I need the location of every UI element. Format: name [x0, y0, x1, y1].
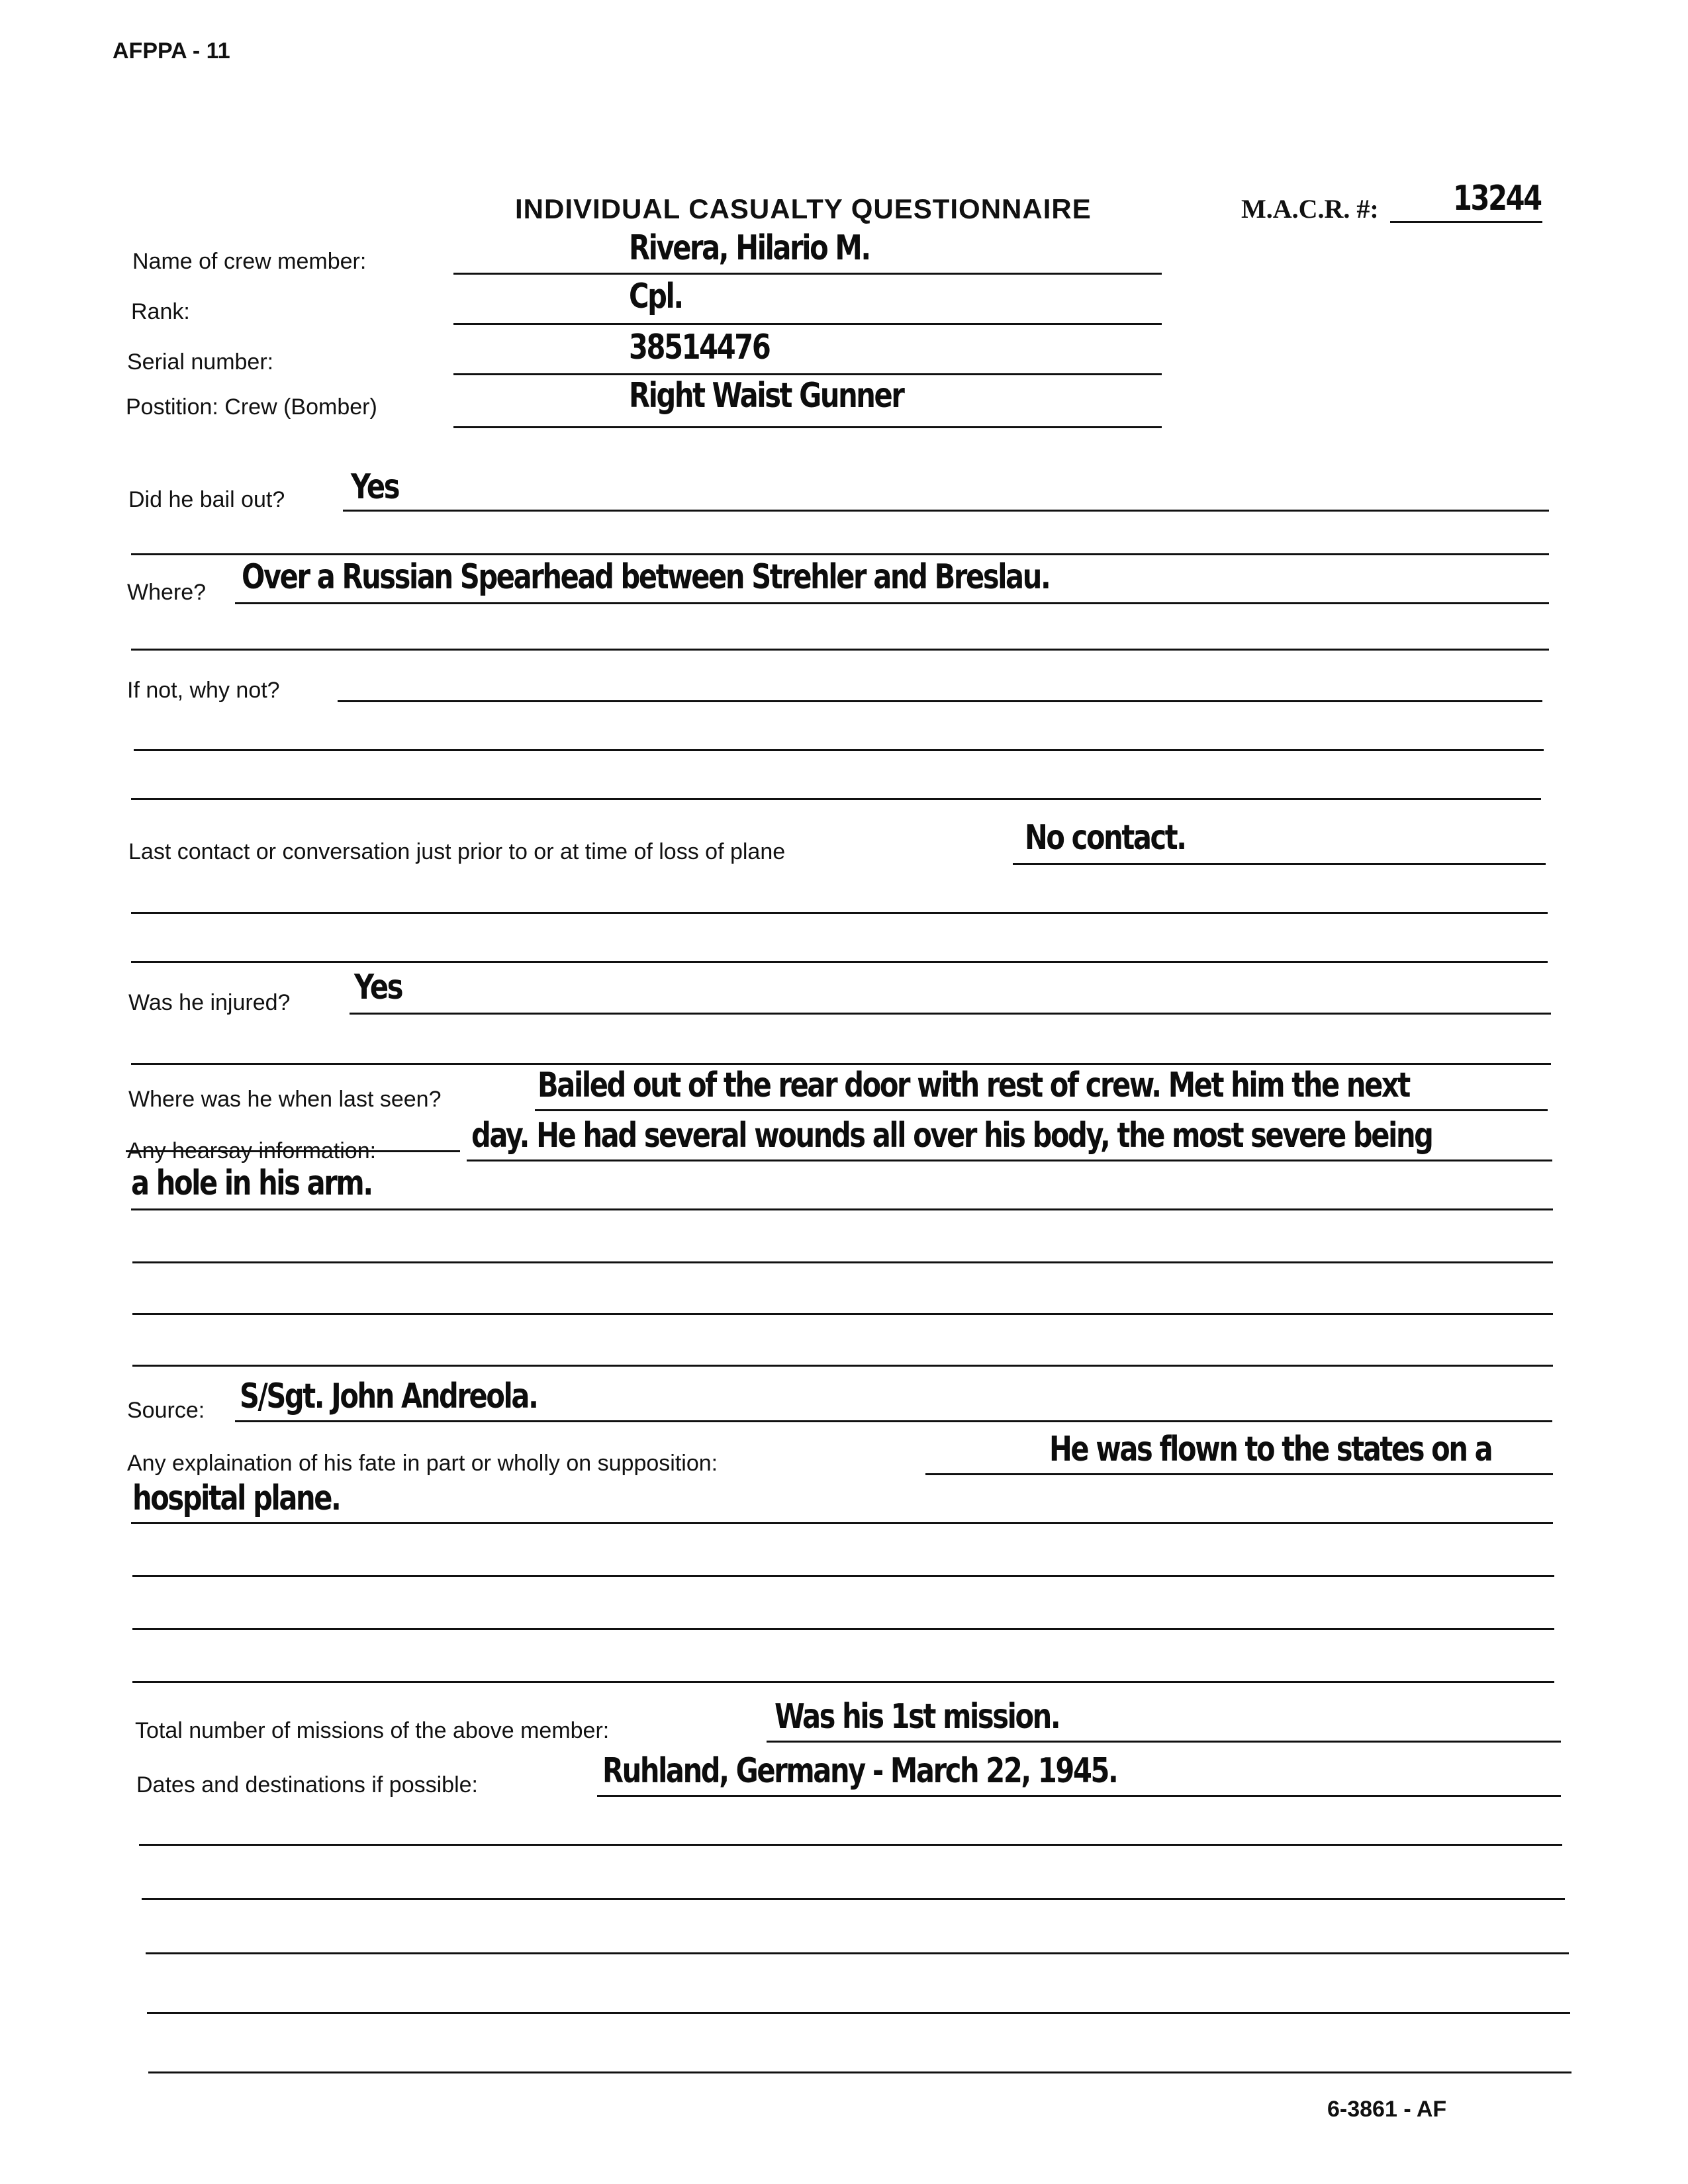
if-not-underline	[338, 700, 1542, 702]
bail-out-value: Yes	[351, 467, 399, 507]
macr-value: 13244	[1453, 179, 1541, 218]
hearsay-underline	[467, 1160, 1552, 1161]
dates-extra-line-3	[146, 1952, 1569, 1954]
dates-label: Dates and destinations if possible:	[136, 1772, 478, 1797]
explanation-extra-line-2	[132, 1628, 1554, 1630]
if-not-line-3	[131, 798, 1541, 800]
bail-out-underline	[343, 510, 1549, 512]
name-underline	[453, 273, 1162, 275]
source-value: S/Sgt. John Andreola.	[240, 1377, 538, 1416]
last-seen-label: Where was he when last seen?	[128, 1087, 442, 1112]
last-seen-extra-line-3	[132, 1365, 1553, 1367]
injured-underline	[350, 1013, 1551, 1015]
explanation-extra-line-1	[132, 1575, 1554, 1577]
footer-code: 6-3861 - AF	[1327, 2097, 1447, 2122]
last-seen-underline	[535, 1109, 1548, 1111]
if-not-label: If not, why not?	[127, 678, 280, 703]
last-seen-line-1: Bailed out of the rear door with rest of crew. Met him the next	[538, 1066, 1409, 1105]
name-value: Rivera, Hilario M.	[629, 228, 870, 268]
last-seen-line-3: a hole in his arm.	[131, 1163, 372, 1203]
hearsay-label: Any hearsay information:	[127, 1138, 377, 1163]
form-number: AFPPA - 11	[113, 38, 230, 64]
name-label: Name of crew member:	[132, 249, 367, 274]
bail-out-label: Did he bail out?	[128, 487, 285, 512]
rank-label: Rank:	[131, 299, 190, 324]
dates-extra-line-2	[142, 1898, 1565, 1900]
dates-extra-line-1	[139, 1844, 1562, 1846]
last-contact-underline	[1013, 863, 1546, 865]
macr-label: M.A.C.R. #:	[1241, 194, 1379, 224]
bail-out-extra-line	[131, 553, 1549, 555]
explanation-line-2: hospital plane.	[132, 1479, 340, 1518]
last-contact-line-2	[131, 912, 1548, 914]
explanation-line-1: He was flown to the states on a	[1049, 1430, 1492, 1469]
explanation-underline	[925, 1473, 1553, 1475]
rank-value: Cpl.	[629, 277, 682, 316]
hearsay-strikethrough	[126, 1150, 460, 1152]
macr-underline	[1390, 221, 1542, 223]
source-underline	[235, 1420, 1552, 1422]
serial-underline	[453, 373, 1162, 375]
explanation-label: Any explaination of his fate in part or wholly on supposition:	[127, 1451, 718, 1476]
dates-value: Ruhland, Germany - March 22, 1945.	[602, 1751, 1117, 1791]
injured-extra-line	[131, 1063, 1551, 1065]
serial-label: Serial number:	[127, 349, 274, 375]
source-label: Source:	[127, 1398, 205, 1423]
if-not-line-2	[134, 749, 1544, 751]
where-underline	[235, 602, 1549, 604]
last-seen-extra-line-2	[132, 1313, 1553, 1315]
last-seen-line-2: day. He had several wounds all over his body, the most severe being	[471, 1116, 1432, 1156]
explanation-extra-line-3	[132, 1681, 1554, 1683]
missions-value: Was his 1st mission.	[774, 1697, 1060, 1737]
injured-value: Yes	[354, 968, 402, 1007]
last-contact-label: Last contact or conversation just prior to or at time of loss of plane	[128, 839, 786, 864]
explanation-line-2-underline	[131, 1522, 1553, 1524]
position-label: Postition: Crew (Bomber)	[126, 394, 377, 420]
dates-underline	[597, 1795, 1561, 1797]
missions-underline	[767, 1741, 1561, 1743]
injured-label: Was he injured?	[128, 990, 291, 1015]
last-seen-extra-line-1	[132, 1261, 1553, 1263]
page-title: INDIVIDUAL CASUALTY QUESTIONNAIRE	[515, 193, 1092, 224]
last-contact-value: No contact.	[1025, 818, 1186, 858]
serial-value: 38514476	[629, 328, 770, 367]
dates-extra-line-4	[147, 2012, 1570, 2014]
rank-underline	[453, 323, 1162, 325]
where-label: Where?	[127, 580, 207, 605]
last-contact-line-3	[131, 961, 1548, 963]
position-value: Right Waist Gunner	[629, 376, 904, 416]
where-extra-line	[131, 649, 1549, 651]
dates-extra-line-5	[148, 2071, 1571, 2073]
where-value: Over a Russian Spearhead between Strehler and Breslau.	[242, 557, 1050, 597]
last-seen-line-3-underline	[131, 1208, 1553, 1210]
position-underline	[453, 426, 1162, 428]
missions-label: Total number of missions of the above member:	[135, 1718, 610, 1743]
